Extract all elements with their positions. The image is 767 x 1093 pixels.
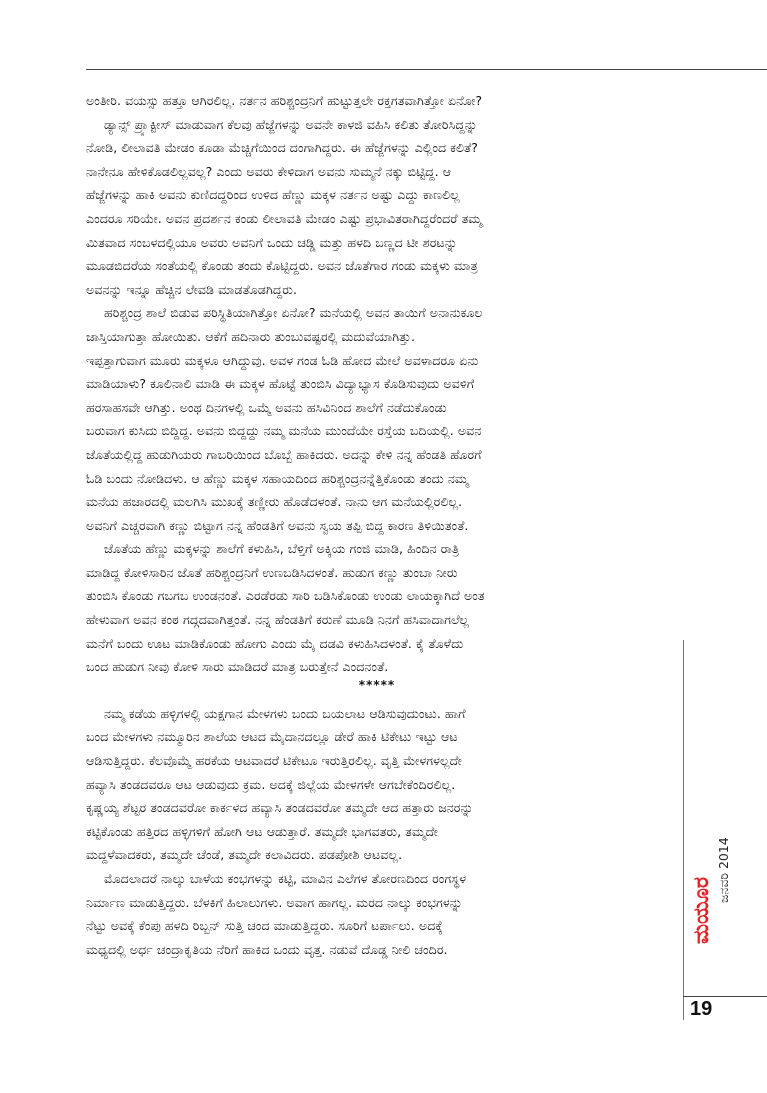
text-line: ಹೆಜ್ಜೆಗಳನ್ನು ಹಾಕಿ ಅವನು ಕುಣಿದದ್ದರಿಂದ ಉಳಿದ ಹೆಣ್ಣು ಮಕ್ಕಳ ನರ್ತನ ಅಷ್ಟು ಎದ್ದು ಕಾಣಲಿಲ್ಲ — [86, 187, 460, 203]
sidebar-divider — [683, 640, 684, 1020]
text-line: ಮಿತವಾದ ಸಂಬಳದಲ್ಲಿಯೂ ಅವರು ಅವನಿಗೆ ಒಂದು ಚಡ್ಡಿ ಮತ್ತು ಹಳದಿ ಬಣ್ಣದ ಟೀ ಶರಟನ್ನು — [86, 234, 458, 250]
text-line: ಅವನನ್ನು ಇನ್ನೂ ಹೆಚ್ಚಿನ ಲೇವಡಿ ಮಾಡತೊಡಗಿದ್ದರು. — [86, 281, 298, 297]
text-line: ಹೇಳುವಾಗ ಅವನ ಕಂಠ ಗದ್ಗದವಾಗಿತ್ತಂತೆ. ನನ್ನ ಹೆಂಡತಿಗೆ ಕರುಣೆ ಮೂಡಿ ನಿನಗೆ ಹಸಿವಾದಾಗಲೆಲ್ಲ — [86, 612, 470, 628]
text-line: ಬಂದ ಮೇಳಗಳು ನಮ್ಮೂರಿನ ಶಾಲೆಯ ಆಟದ ಮೈದಾನದಲ್ಲೂ ಡೇರೆ ಹಾಕಿ ಟಿಕೇಟು ಇಟ್ಟು ಆಟ — [86, 729, 458, 745]
text-line: ಮನೆಗೆ ಬಂದು ಊಟ ಮಾಡಿಕೊಂಡು ಹೋಗು ಎಂದು ಮೈ ದಡವಿ ಕಳುಹಿಸಿದಳಂತೆ. ಕೈ ತೊಳೆದು — [86, 635, 464, 651]
text-line: ಅವನಿಗೆ ಎಚ್ಚರವಾಗಿ ಕಣ್ಣು ಬಿಟ್ಟಾಗ ನನ್ನ ಹೆಂಡತಿಗೆ ಅವನು ಸ್ವಯ ತಪ್ಪಿ ಬಿದ್ದ ಕಾರಣ ತಿಳಿಯಿತಂತೆ. — [86, 517, 469, 533]
footer-rule — [683, 996, 767, 997]
section-separator: ***** — [358, 677, 396, 692]
text-line: ನಾನೇನೂ ಹೇಳಿಕೊಡಲಿಲ್ಲವಲ್ಲ? ಎಂದು ಅವರು ಕೇಳಿದಾಗ ಅವನು ಸುಮ್ಮನೆ ನಕ್ಕು ಬಿಟ್ಟಿದ್ದ. ಆ — [86, 163, 452, 179]
text-line: ಹರಿಶ್ಚಂದ್ರ ಶಾಲೆ ಬಿಡುವ ಪರಿಸ್ಥಿತಿಯಾಗಿತ್ತೋ ಏನೋ? ಮನೆಯಲ್ಲಿ ಅವನ ತಾಯಿಗೆ ಅನಾನುಕೂಲ — [104, 305, 483, 321]
text-line: ಮೂಡಬಿದರೆಯ ಸಂತೆಯಲ್ಲಿ ಕೊಂಡು ತಂದು ಕೊಟ್ಟಿದ್ದರು. ಅವನ ಜೊತೆಗಾರ ಗಂಡು ಮಕ್ಕಳು ಮಾತ್ರ — [86, 258, 478, 274]
text-line: ನಮ್ಮ ಕಡೆಯ ಹಳ್ಳಿಗಳಲ್ಲಿ ಯಕ್ಷಗಾನ ಮೇಳಗಳು ಬಂದು ಬಯಲಾಟ ಆಡಿಸುವುದುಂಟು. ಹಾಗೆ — [104, 705, 466, 721]
text-line: ಕೃಷ್ಣಯ್ಯ ಶೆಟ್ಟರ ತಂಡದವರೋ ಕಾರ್ಕಳದ ಹವ್ಯಾಸಿ ತಂಡದವರೋ ತಮ್ಮದೇ ಆದ ಹತ್ತಾರು ಜನರನ್ನು — [86, 800, 474, 816]
magazine-logo: ಮಯೂರ — [689, 877, 713, 944]
issue-date: ಜನವರಿ 2014 — [716, 837, 731, 903]
header-rule — [86, 69, 767, 70]
text-line: ಜೊತೆಯಲ್ಲಿದ್ದ ಹುಡುಗಿಯರು ಗಾಬರಿಯಿಂದ ಬೊಬ್ಬೆ ಹಾಕಿದರು. ಅದನ್ನು ಕೇಳಿ ನನ್ನ ಹೆಂಡತಿ ಹೊರಗೆ — [86, 446, 482, 462]
text-line: ಮಧ್ಯದಲ್ಲಿ ಅರ್ಧ ಚಂದ್ರಾಕೃತಿಯ ನೆರಿಗೆ ಹಾಕಿದ ಒಂದು ವೃತ್ತ. ನಡುವೆ ದೊಡ್ಡ ನೀಲಿ ಚಂದಿರ. — [86, 941, 448, 957]
text-line: ಜೊತೆಯ ಹೆಣ್ಣು ಮಕ್ಕಳನ್ನು ಶಾಲೆಗೆ ಕಳುಹಿಸಿ, ಬೆಳ್ತಿಗೆ ಅಕ್ಕಿಯ ಗಂಜಿ ಮಾಡಿ, ಹಿಂದಿನ ರಾತ್ರಿ — [104, 541, 460, 557]
text-line: ಹವ್ಯಾಸಿ ತಂಡದವರೂ ಆಟ ಆಡುವುದು ಕ್ರಮ. ಅದಕ್ಕೆ ಜಿಲ್ಲೆಯ ಮೇಳಗಳೇ ಆಗಬೇಕೆಂದಿರಲಿಲ್ಲ. — [86, 776, 456, 792]
text-line: ಆಡಿಸುತ್ತಿದ್ದರು. ಕೆಲವೊಮ್ಮೆ ಹರಕೆಯ ಆಟವಾದರೆ ಟಿಕೇಟೂ ಇರುತ್ತಿರಲಿಲ್ಲ. ವೃತ್ತಿ ಮೇಳಗಳಲ್ಲದೇ — [86, 753, 462, 769]
text-line: ತುಂಬಿಸಿ ಕೊಂಡು ಗಬಗಬ ಉಂಡನಂತೆ. ಎರಡೆರಡು ಸಾರಿ ಬಡಿಸಿಕೊಂಡು ಉಂಡು ಲಾಯಕ್ಕಾಗಿದೆ ಅಂತ — [86, 588, 485, 604]
text-line: ಇಪ್ಪತ್ತಾಗುವಾಗ ಮೂರು ಮಕ್ಕಳೂ ಆಗಿದ್ದುವು. ಅವಳ ಗಂಡ ಓಡಿ ಹೋದ ಮೇಲೆ ಅವಳಾದರೂ ಏನು — [86, 352, 479, 368]
text-line: ನೋಡಿ, ಲೀಲಾವತಿ ಮೇಡಂ ಕೂಡಾ ಮೆಚ್ಚಿಗೆಯಿಂದ ದಂಗಾಗಿದ್ದರು. ಈ ಹೆಜ್ಜೆಗಳನ್ನು ಎಲ್ಲಿಂದ ಕಲಿತೆ? — [86, 140, 479, 156]
text-line: ಕಟ್ಟಿಕೊಂಡು ಹತ್ತಿರದ ಹಳ್ಳಿಗಳಿಗೆ ಹೋಗಿ ಆಟ ಆಡುತ್ತಾರೆ. ತಮ್ಮದೇ ಭಾಗವತರು, ತಮ್ಮದೇ — [86, 823, 438, 839]
text-line: ಬರುವಾಗ ಕುಸಿದು ಬಿದ್ದಿದ್ದ. ಅವನು ಬಿದ್ದದ್ದು ನಮ್ಮ ಮನೆಯ ಮುಂದೆಯೇ ರಸ್ತೆಯ ಬದಿಯಲ್ಲಿ. ಅವನ — [86, 423, 482, 439]
text-line: ಮಾಡಿಯಾಳು? ಕೂಲಿನಾಲಿ ಮಾಡಿ ಈ ಮಕ್ಕಳ ಹೊಟ್ಟೆ ತುಂಬಿಸಿ ವಿದ್ಯಾಭ್ಯಾಸ ಕೊಡಿಸುವುದು ಅವಳಿಗೆ — [86, 376, 475, 392]
text-line: ಡ್ಯಾನ್ಸ್ ಪ್ರ್ಯಾಕ್ಟೀಸ್ ಮಾಡುವಾಗ ಕೆಲವು ಹೆಜ್ಜೆಗಳನ್ನು ಅವನೇ ಕಾಳಜಿ ವಹಿಸಿ ಕಲಿತು ತೋರಿಸಿದ್ದನ್ನು — [104, 116, 478, 132]
text-line: ಎಂದರೂ ಸರಿಯೇ. ಅವನ ಪ್ರದರ್ಶನ ಕಂಡು ಲೀಲಾವತಿ ಮೇಡಂ ಎಷ್ಟು ಪ್ರಭಾವಿತರಾಗಿದ್ದರೆಂದರೆ ತಮ್ಮ — [86, 210, 483, 226]
page-number: 19 — [690, 998, 713, 1020]
text-line: ಹರಸಾಹಸವೇ ಆಗಿತ್ತು. ಅಂಥ ದಿನಗಳಲ್ಲಿ ಒಮ್ಮೆ ಅವನು ಹಸಿವಿನಿಂದ ಶಾಲೆಗೆ ನಡೆದುಕೊಂಡು — [86, 399, 447, 415]
text-line: ಮನೆಯ ಹಜಾರದಲ್ಲಿ ಮಲಗಿಸಿ ಮುಖಕ್ಕೆ ತಣ್ಣೀರು ಹೊಡೆದಳಂತೆ. ನಾನು ಆಗ ಮನೆಯಲ್ಲಿರಲಿಲ್ಲ. — [86, 494, 463, 510]
text-line: ಮಾಡಿದ್ದ ಕೋಳಿಸಾರಿನ ಜೊತೆ ಹರಿಶ್ಚಂದ್ರನಿಗೆ ಉಣಬಡಿಸಿದಳಂತೆ. ಹುಡುಗ ಕಣ್ಣು ತುಂಬಾ ನೀರು — [86, 564, 458, 580]
text-line: ನಿರ್ಮಾಣ ಮಾಡುತ್ತಿದ್ದರು. ಬೆಳಕಿಗೆ ಹಿಲಾಲುಗಳು. ಅವಾಗ ಹಾಗಲ್ಲ. ಮರದ ನಾಲ್ಕು ಕಂಭಗಳನ್ನು — [86, 894, 463, 910]
text-line: ಬಂದ ಹುಡುಗ ನೀವು ಕೋಳಿ ಸಾರು ಮಾಡಿದರೆ ಮಾತ್ರ ಬರುತ್ತೇನೆ ಎಂದನಂತೆ. — [86, 659, 389, 675]
article-body — [86, 89, 668, 961]
text-line: ಓಡಿ ಬಂದು ನೋಡಿದಳು. ಆ ಹೆಣ್ಣು ಮಕ್ಕಳ ಸಹಾಯದಿಂದ ಹರಿಶ್ಚಂದ್ರನನ್ನೆತ್ತಿಕೊಂಡು ತಂದು ನಮ್ಮ — [86, 470, 469, 486]
text-line: ನೆಟ್ಟು ಅವಕ್ಕೆ ಕೆಂಪು ಹಳದಿ ರಿಬ್ಬನ್ ಸುತ್ತಿ ಚಂದ ಮಾಡುತ್ತಿದ್ದರು. ಸೂರಿಗೆ ಟರ್ಪಾಲು. ಅದಕ್ಕೆ — [86, 918, 443, 934]
text-line: ಮೊದಲಾದರೆ ನಾಲ್ಕು ಬಾಳೆಯ ಕಂಭಗಳನ್ನು ಕಟ್ಟಿ, ಮಾವಿನ ಎಲೆಗಳ ತೋರಣದಿಂದ ರಂಗಸ್ಥಳ — [104, 871, 467, 886]
text-line: ಅಂತೀರಿ. ವಯಸ್ಸು ಹತ್ತೂ ಆಗಿರಲಿಲ್ಲ. ನರ್ತನ ಹರಿಶ್ಚಂದ್ರನಿಗೆ ಹುಟ್ಟುತ್ತಲೇ ರಕ್ತಗತವಾಗಿತ್ತೋ ಏನೋ? — [86, 93, 483, 108]
text-line: ಮದ್ದಳೆವಾದಕರು, ತಮ್ಮದೇ ಚೆಂಡೆ, ತಮ್ಮದೇ ಕಲಾವಿದರು. ಪಡಪೋಶಿ ಆಟವಲ್ಲ. — [86, 847, 403, 863]
text-line: ಜಾಸ್ತಿಯಾಗುತ್ತಾ ಹೋಯಿತು. ಆಕೆಗೆ ಹದಿನಾರು ತುಂಬುವಷ್ಟರಲ್ಲಿ ಮದುವೆಯಾಗಿತ್ತು. — [86, 328, 416, 344]
